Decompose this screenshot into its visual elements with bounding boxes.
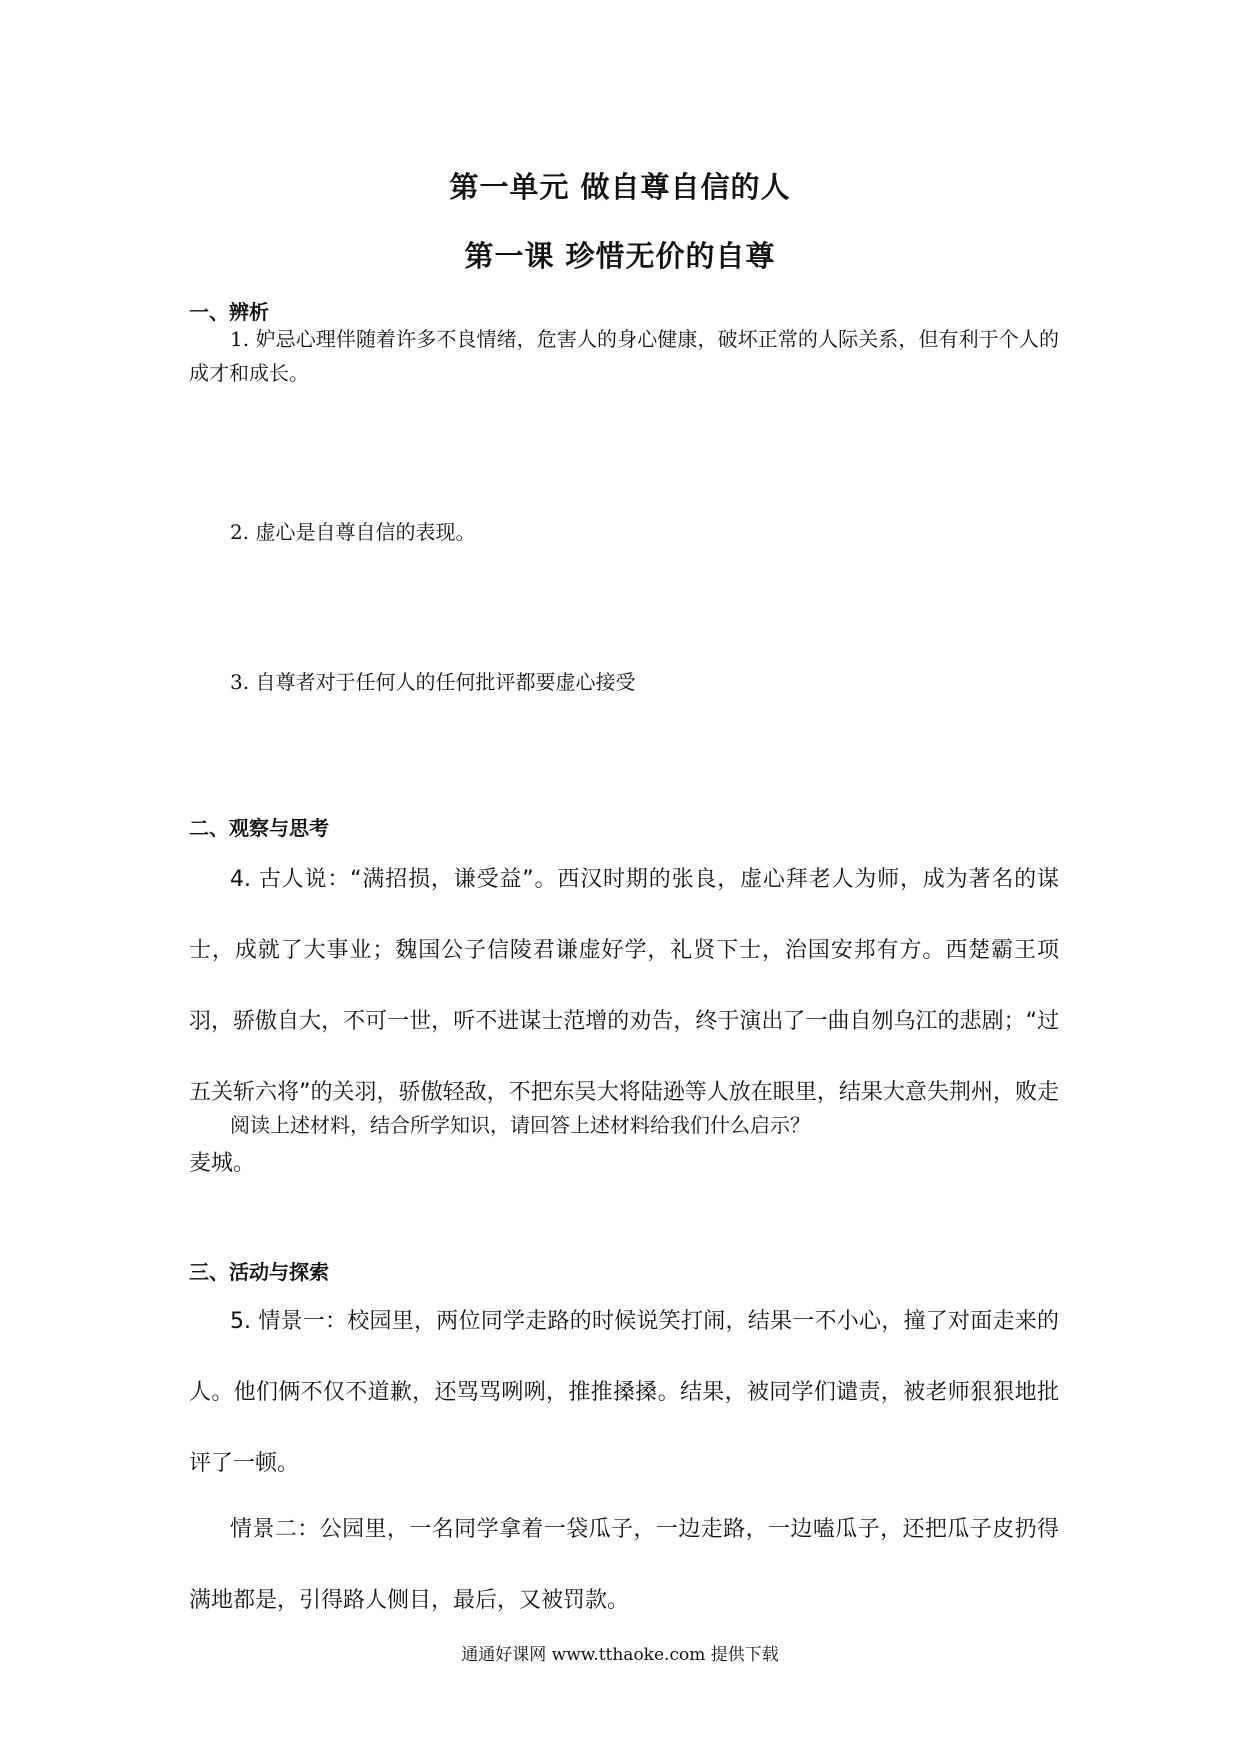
- footer-download-note: 通通好课网 www.tthaoke.com 提供下载: [461, 1645, 779, 1665]
- question-4: 4. 古人说：“满招损，谦受益”。西汉时期的张良，虚心拜老人为师，成为著名的谋士，成就了大事业；魏国公子信陵君谦虚好学，礼贤下士，治国安邦有方。西楚霸王项羽，骄傲自大，不可一世，听不进谋士范增的劝告，终于演出了一曲自刎乌江的悲剧；“过五关斩六将”的关羽，骄傲轻敌，不把东吴大将陆逊等人放在眼里，结果大意失荆州，败走麦城。: [189, 867, 1059, 1176]
- section-heading-activity: 三、活动与探索: [189, 1260, 329, 1284]
- section-heading-observe: 二、观察与思考: [189, 816, 329, 840]
- question-4-prompt: 阅读上述材料，结合所学知识，请回答上述材料给我们什么启示？: [230, 1113, 810, 1137]
- question-3: 3. 自尊者对于任何人的任何批评都要虚心接受: [230, 670, 636, 694]
- question-2: 2. 虚心是自尊自信的表现。: [230, 520, 476, 544]
- unit-title: 第一单元 做自尊自信的人: [449, 170, 791, 204]
- question-1: 1. 妒忌心理伴随着许多不良情绪，危害人的身心健康，破坏正常的人际关系，但有利于个人的成才和成长。: [189, 327, 1059, 385]
- question-5-scene-2: 情景二：公园里，一名同学拿着一袋瓜子，一边走路，一边嗑瓜子，还把瓜子皮扔得满地都是，引得路人侧目，最后，又被罚款。: [189, 1517, 1059, 1613]
- question-5-scene-1: 5. 情景一：校园里，两位同学走路的时候说笑打闹，结果一不小心，撞了对面走来的人。他们俩不仅不道歉，还骂骂咧咧，推推搡搡。结果，被同学们谴责，被老师狠狠地批评了一顿。: [189, 1309, 1059, 1476]
- lesson-title: 第一课 珍惜无价的自尊: [464, 239, 776, 273]
- section-heading-analysis: 一、辨析: [189, 300, 269, 324]
